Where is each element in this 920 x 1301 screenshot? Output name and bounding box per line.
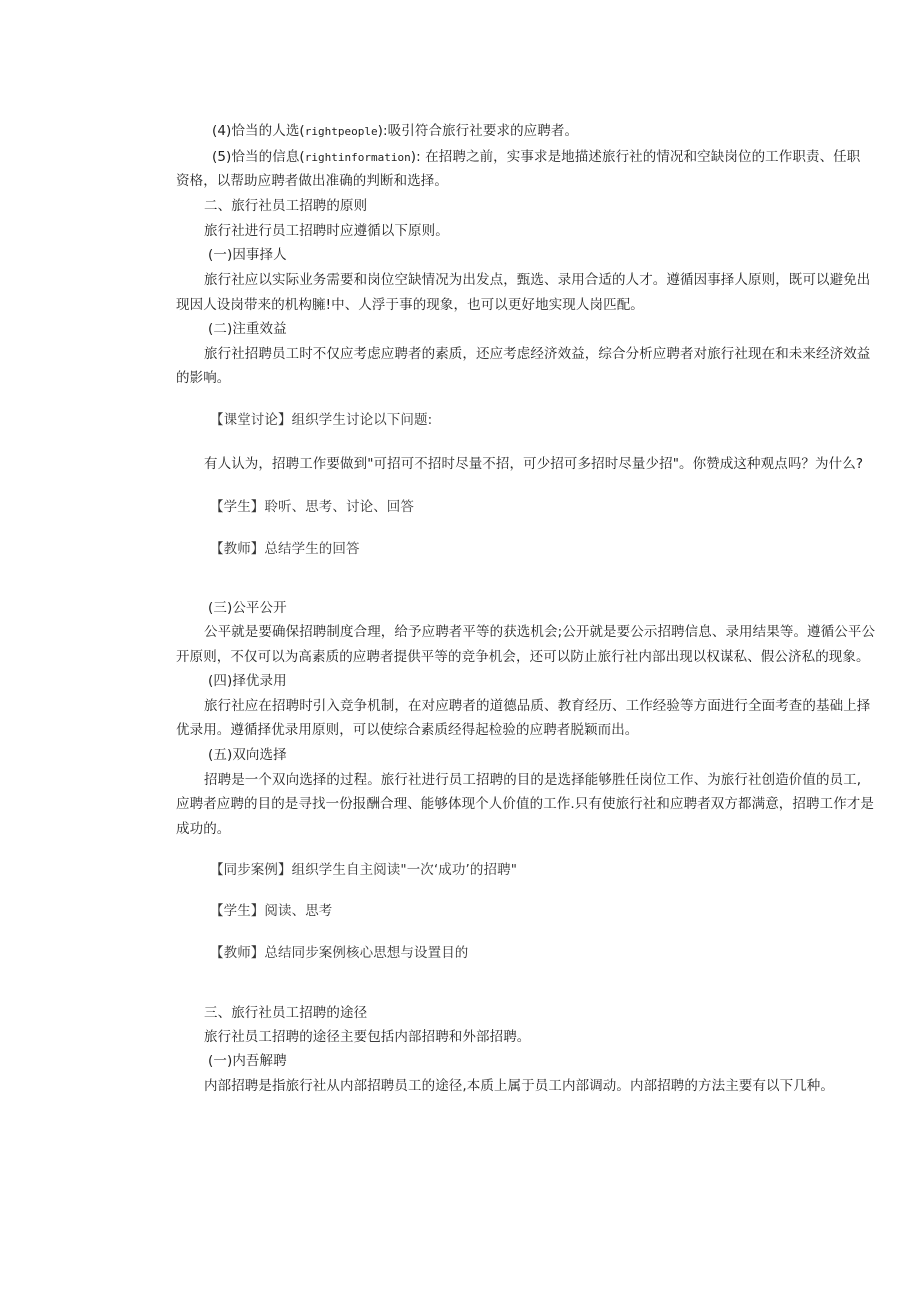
section-heading: 二、旅行社员工招聘的原则 bbox=[204, 198, 368, 214]
text-segment: ):吸引符合旅行社要求的应聘者。 bbox=[377, 123, 579, 139]
section-heading: 三、旅行社员工招聘的途径 bbox=[204, 1005, 368, 1021]
paragraph-line: 招聘是一个双向选择的过程。旅行社进行员工招聘的目的是选择能够胜任岗位工作、为旅行社创造价值的员工, bbox=[204, 772, 862, 788]
list-item-right-people bbox=[212, 121, 578, 142]
paragraph-line: 旅行社应在招聘时引入竞争机制，在对应聘者的道德品质、教育经历、工作经验等方面进行全面考查的基础上择 bbox=[204, 698, 871, 714]
paragraph-line: 成功的。 bbox=[176, 821, 231, 837]
discussion-label: 【课堂讨论】组织学生讨论以下问题: bbox=[210, 412, 433, 428]
paragraph-line: 旅行社应以实际业务需要和岗位空缺情况为出发点，甄选、录用合适的人才。遵循因事择人原则，既可以避免出 bbox=[204, 272, 871, 288]
list-item-right-information bbox=[212, 147, 860, 168]
subheading: (三)公平公开 bbox=[208, 600, 287, 616]
discussion-question: 有人认为，招聘工作要做到"可招可不招时尽量不招，可少招可多招时尽量少招"。你赞成这种观点吗？为什么? bbox=[204, 456, 864, 472]
paragraph-line: 现因人设岗带来的机构臃!中、人浮于事的现象，也可以更好地实现人岗匹配。 bbox=[176, 297, 644, 313]
student-activity: 【学生】阅读、思考 bbox=[210, 903, 333, 919]
teacher-activity: 【教师】总结同步案例核心思想与设置目的 bbox=[210, 945, 469, 961]
paragraph-line: 内部招聘是指旅行社从内部招聘员工的途径,本质上属于员工内部调动。内部招聘的方法主要有以下几种。 bbox=[204, 1078, 834, 1094]
subheading: (四)择优录用 bbox=[208, 673, 287, 689]
english-term: rightinformation bbox=[304, 151, 411, 164]
subheading: (一)因事择人 bbox=[208, 247, 287, 263]
subheading: (二)注重效益 bbox=[208, 321, 287, 337]
paragraph-line: 开原则，不仅可以为高素质的应聘者提供平等的竞争机会，还可以防止旅行社内部出现以权谋私、假公济私的现象。 bbox=[176, 649, 870, 665]
english-term: rightpeople bbox=[304, 125, 378, 138]
paragraph-line: 旅行社进行员工招聘时应遵循以下原则。 bbox=[204, 223, 449, 239]
paragraph-line: 旅行社员工招聘的途径主要包括内部招聘和外部招聘。 bbox=[204, 1029, 531, 1045]
paragraph-line: 公平就是要确保招聘制度合理，给予应聘者平等的获选机会;公开就是要公示招聘信息、录用结果等。遵循公平公 bbox=[204, 624, 876, 640]
paragraph-line: 资格，以帮助应聘者做出准确的判断和选择。 bbox=[176, 173, 448, 189]
text-segment: ): 在招聘之前，实事求是地描述旅行社的情况和空缺岗位的工作职责、任职 bbox=[410, 149, 861, 165]
paragraph-line: 的影响。 bbox=[176, 370, 231, 386]
paragraph-line: 优录用。遵循择优录用原则，可以使综合素质经得起检验的应聘者脱颖而出。 bbox=[176, 722, 639, 738]
paragraph-line: 应聘者应聘的目的是寻找一份报酬合理、能够体现个人价值的工作.只有使旅行社和应聘者双方都满意，招聘工作才是 bbox=[176, 796, 874, 812]
subheading: (一)内吾解聘 bbox=[208, 1053, 287, 1069]
text-segment: (4)恰当的人选( bbox=[212, 123, 305, 139]
text-segment: (5)恰当的信息( bbox=[212, 149, 305, 165]
case-study-label: 【同步案例】组织学生自主阅读"一次‘成功’的招聘" bbox=[210, 862, 518, 878]
teacher-activity: 【教师】总结学生的回答 bbox=[210, 541, 360, 557]
subheading: (五)双向选择 bbox=[208, 747, 287, 763]
student-activity: 【学生】聆听、思考、讨论、回答 bbox=[210, 499, 414, 515]
paragraph-line: 旅行社招聘员工时不仅应考虑应聘者的素质，还应考虑经济效益，综合分析应聘者对旅行社现在和未来经济效益 bbox=[204, 346, 871, 362]
